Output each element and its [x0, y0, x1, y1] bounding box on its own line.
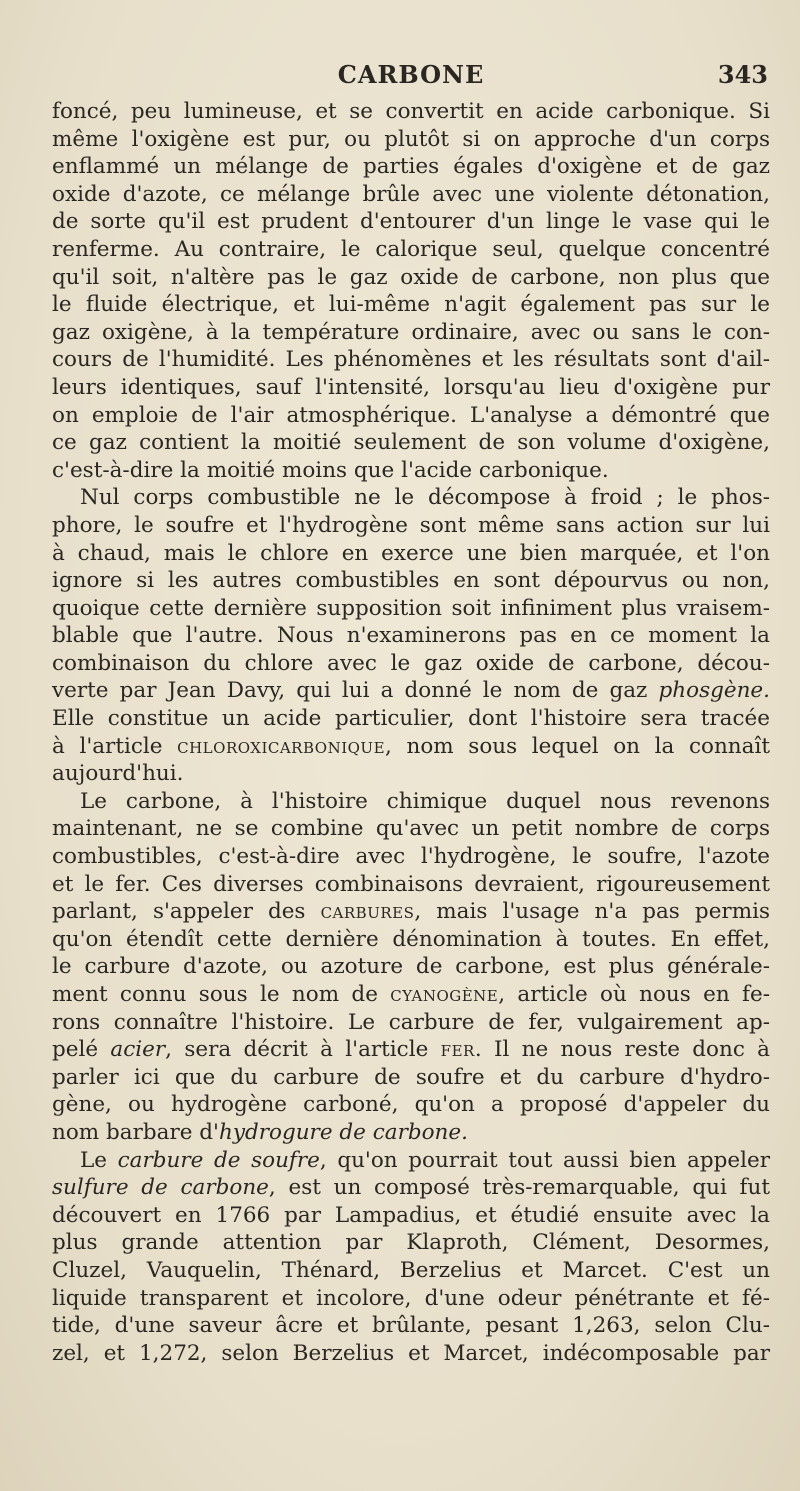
text-line — [52, 512, 770, 540]
text-line — [52, 264, 770, 292]
text-line — [52, 1091, 770, 1119]
text-line — [52, 1147, 770, 1175]
text-line — [52, 760, 770, 788]
text-run: phore, le soufre et l'hydrogène sont même sans action sur lui — [52, 512, 770, 538]
text-run: Le carbone, à l'histoire chimique duquel nous revenons — [80, 788, 770, 814]
smallcaps-term: chloroxicarbonique — [177, 733, 386, 759]
page-number: 343 — [717, 60, 768, 89]
text-run: le carbure d'azote, ou azoture de carbone, est plus générale- — [52, 954, 770, 980]
text-run: on emploie de l'air atmosphérique. L'analyse a démontré que — [52, 402, 770, 428]
smallcaps-term: fer — [440, 1037, 475, 1063]
text-line — [52, 705, 770, 733]
text-run: à l'article — [52, 733, 178, 759]
text-line — [52, 1174, 770, 1202]
text-run: rons connaître l'histoire. Le carbure de fer, vulgairement ap- — [52, 1009, 770, 1035]
text-run: oxide d'azote, ce mélange brûle avec une violente détonation, — [52, 181, 770, 207]
text-line — [52, 1009, 770, 1037]
text-run: ment connu sous le nom de — [52, 982, 391, 1007]
text-run: c'est-à-dire la moitié moins que l'acide carbonique. — [52, 457, 609, 483]
text-run: Elle constitue un acide particulier, dont l'histoire sera tracée — [52, 706, 770, 732]
text-line — [52, 1119, 770, 1147]
text-line — [52, 871, 770, 899]
text-line — [52, 788, 770, 816]
text-run: , article où nous en fe- — [498, 982, 770, 1007]
smallcaps-term: cyanogène — [390, 982, 499, 1007]
text-line — [52, 181, 770, 209]
text-line — [52, 567, 770, 595]
text-run: parlant, s'appeler des — [52, 899, 321, 925]
text-run: verte par Jean Davy, qui lui a donné le nom de gaz — [52, 678, 659, 704]
text-run: , qu'on pourrait tout aussi bien appeler — [319, 1147, 770, 1173]
text-line — [52, 1285, 770, 1313]
text-run: même l'oxigène est pur, ou plutôt si on approche d'un corps — [52, 126, 770, 152]
text-run: Cluzel, Vauquelin, Thénard, Berzelius et Marcet. C'est un — [52, 1257, 770, 1283]
text-run: et le fer. Ces diverses combinaisons devraient, rigoureusement — [52, 871, 770, 897]
text-run: qu'il soit, n'altère pas le gaz oxide de carbone, non plus que — [52, 264, 770, 290]
text-line — [52, 843, 770, 871]
italic-term: phosgène. — [658, 678, 770, 704]
text-line — [52, 815, 770, 843]
text-run: Le — [80, 1147, 118, 1173]
text-line — [52, 429, 770, 457]
text-run: ce gaz contient la moitié seulement de son volume d'oxigène, — [52, 430, 770, 456]
text-line — [52, 898, 770, 926]
text-run: parler ici que du carbure de soufre et du carbure d'hydro- — [52, 1064, 770, 1090]
text-run: découvert en 1766 par Lampadius, et étudié ensuite avec la — [52, 1202, 770, 1228]
text-run: , sera décrit à l'article — [165, 1037, 441, 1063]
text-run: maintenant, ne se combine qu'avec un petit nombre de corps — [52, 816, 770, 842]
text-line — [52, 98, 770, 126]
text-line — [52, 540, 770, 568]
smallcaps-term: carbures — [320, 899, 415, 925]
italic-term: carbure de soufre — [117, 1147, 320, 1173]
text-line — [52, 622, 770, 650]
text-line — [52, 126, 770, 154]
text-run: renferme. Au contraire, le calorique seul, quelque concentré — [52, 236, 770, 262]
text-line — [52, 346, 770, 374]
text-run: . Il ne nous reste donc à — [474, 1037, 771, 1063]
text-run: pelé — [52, 1037, 111, 1063]
text-line — [52, 208, 770, 236]
text-run: combustibles, c'est-à-dire avec l'hydrogène, le soufre, l'azote — [52, 844, 770, 870]
text-run: zel, et 1,272, selon Berzelius et Marcet, indécomposable par — [52, 1340, 770, 1366]
text-run: , est un composé très-remarquable, qui fut — [268, 1175, 770, 1201]
text-line — [52, 402, 770, 430]
text-run: blable que l'autre. Nous n'examinerons pas en ce moment la — [52, 623, 770, 649]
text-line — [52, 926, 770, 954]
text-run: combinaison du chlore avec le gaz oxide de carbone, décou- — [52, 650, 770, 676]
text-run: Nul corps combustible ne le décompose à froid ; le phos- — [80, 485, 770, 511]
text-run: de sorte qu'il est prudent d'entourer d'un linge le vase qui le — [52, 209, 770, 235]
page-header — [52, 58, 770, 94]
text-line — [52, 1340, 770, 1368]
text-line — [52, 484, 770, 512]
text-line — [52, 457, 770, 485]
text-line — [52, 1257, 770, 1285]
text-run: plus grande attention par Klaproth, Clément, Desormes, — [52, 1230, 770, 1256]
text-run: aujourd'hui. — [52, 761, 184, 787]
italic-term: sulfure de carbone — [52, 1175, 269, 1201]
text-line — [52, 733, 770, 761]
text-line — [52, 595, 770, 623]
text-run: qu'on étendît cette dernière dénomination à toutes. En effet, — [52, 926, 770, 952]
text-line — [52, 1202, 770, 1230]
text-line — [52, 1312, 770, 1340]
text-line — [52, 981, 770, 1009]
text-run: à chaud, mais le chlore en exerce une bien marquée, et l'on — [52, 540, 770, 566]
text-line — [52, 374, 770, 402]
text-run: , mais l'usage n'a pas permis — [414, 899, 770, 925]
text-line — [52, 319, 770, 347]
text-line — [52, 650, 770, 678]
text-line — [52, 291, 770, 319]
running-head: CARBONE — [337, 60, 485, 89]
text-run: quoique cette dernière supposition soit infiniment plus vraisem- — [52, 595, 770, 621]
text-run: , nom sous lequel on la connaît — [385, 733, 770, 759]
text-line — [52, 1064, 770, 1092]
text-run: tide, d'une saveur âcre et brûlante, pesant 1,263, selon Clu- — [52, 1313, 770, 1339]
text-line — [52, 953, 770, 981]
text-run: le fluide électrique, et lui-même n'agit également pas sur le — [52, 292, 770, 318]
italic-term: acier — [110, 1037, 166, 1063]
text-run: leurs identiques, sauf l'intensité, lorsqu'au lieu d'oxigène pur — [52, 374, 770, 400]
italic-term: hydrogure de carbone. — [218, 1119, 468, 1145]
text-line — [52, 1229, 770, 1257]
text-line — [52, 153, 770, 181]
text-line — [52, 1036, 770, 1064]
text-line — [52, 677, 770, 705]
text-run: gaz oxigène, à la température ordinaire, avec ou sans le con- — [52, 319, 770, 345]
text-run: nom barbare d' — [52, 1119, 219, 1145]
text-run: foncé, peu lumineuse, et se convertit en acide carbonique. Si — [52, 99, 770, 124]
text-run: enflammé un mélange de parties égales d'oxigène et de gaz — [52, 154, 770, 180]
body-text — [52, 98, 770, 1367]
text-run: cours de l'humidité. Les phénomènes et les résultats sont d'ail- — [52, 347, 770, 373]
text-run: liquide transparent et incolore, d'une odeur pénétrante et fé- — [52, 1285, 770, 1311]
text-run: ignore si les autres combustibles en sont dépourvus ou non, — [52, 568, 770, 594]
text-run: gène, ou hydrogène carboné, qu'on a proposé d'appeler du — [52, 1092, 770, 1118]
text-line — [52, 236, 770, 264]
